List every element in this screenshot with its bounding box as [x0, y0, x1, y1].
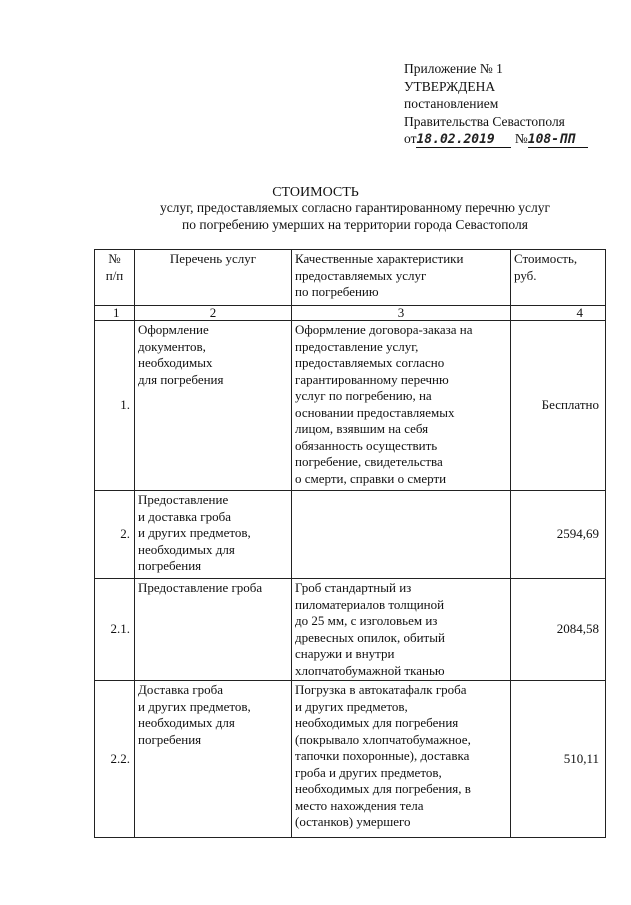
- header-service-label: Перечень услуг: [169, 251, 257, 266]
- subtitle-line: услуг, предоставляемых согласно гарантированному перечню услуг: [159, 200, 551, 215]
- quality-line: (останков) умершего: [295, 814, 411, 829]
- quality-line: обязанность осуществить: [295, 437, 438, 453]
- date-prefix: от: [404, 131, 417, 146]
- quality-line: необходимых для погребения, в: [295, 781, 471, 796]
- decree-date: 18.02.2019: [416, 133, 511, 148]
- quality-line: предоставление услуг,: [295, 338, 419, 354]
- service-line: и доставка гроба: [138, 508, 232, 524]
- quality-cell: [292, 681, 511, 838]
- quality-cell: [292, 491, 511, 579]
- service-line: погребения: [138, 731, 202, 747]
- quality-line: необходимых для погребения: [295, 715, 459, 730]
- header-price: [511, 250, 606, 306]
- table-row: [95, 681, 606, 838]
- quality-line: Гроб стандартный из: [295, 580, 412, 595]
- header-num-line: п/п: [105, 267, 124, 283]
- quality-cell: [292, 321, 511, 491]
- price-cell: Бесплатно: [511, 321, 606, 491]
- header-num-line: №: [108, 251, 121, 266]
- quality-line: и других предметов,: [295, 698, 408, 714]
- approval-block: [404, 60, 619, 148]
- header-quality-line: по погребению: [295, 284, 379, 299]
- service-line: и других предметов,: [138, 698, 251, 714]
- row-number: 2.1.: [95, 579, 135, 681]
- row-number: 1.: [95, 321, 135, 491]
- column-number: 4: [511, 306, 606, 321]
- quality-line: услуг по погребению, на: [295, 388, 432, 403]
- column-number: 2: [135, 306, 292, 321]
- quality-line: предоставляемых согласно: [295, 355, 445, 370]
- quality-line: место нахождения тела: [295, 797, 424, 813]
- service-line: погребения: [138, 558, 202, 573]
- column-number: 1: [95, 306, 135, 321]
- service-cell: [135, 321, 292, 491]
- quality-line: лицом, взявшим на себя: [295, 421, 429, 436]
- document-title: СТОИМОСТЬ: [272, 185, 359, 200]
- quality-line: погребение, свидетельства: [295, 454, 443, 469]
- decree-number: 108-ПП: [528, 133, 588, 148]
- quality-line: снаружи и внутри: [295, 646, 395, 661]
- header-price-line: Стоимость,: [514, 251, 578, 266]
- quality-line: древесных опилок, обитый: [295, 629, 445, 645]
- header-quality: [292, 250, 511, 306]
- service-cell: [135, 579, 292, 681]
- approved-label: УТВЕРЖДЕНА: [404, 78, 496, 94]
- service-line: Предоставление гроба: [138, 580, 263, 595]
- price-cell: 2594,69: [511, 491, 606, 579]
- table-row: [95, 491, 606, 579]
- subtitle-line: по погребению умерших на территории города Севастополя: [182, 217, 528, 232]
- service-line: необходимых для: [138, 715, 235, 730]
- document-subtitle: [120, 199, 590, 233]
- service-cell: [135, 681, 292, 838]
- quality-line: хлопчатобумажной тканью: [295, 662, 445, 678]
- number-prefix: №: [514, 131, 528, 146]
- quality-cell: [292, 579, 511, 681]
- government-label: Правительства Севастополя: [404, 113, 565, 129]
- quality-line: основании предоставляемых: [295, 404, 455, 420]
- service-line: необходимых: [138, 355, 213, 370]
- price-cell: 510,11: [511, 681, 606, 838]
- header-num: [95, 250, 135, 306]
- column-number-row: [95, 306, 606, 321]
- quality-line: до 25 мм, с изголовьем из: [295, 613, 438, 628]
- service-line: для погребения: [138, 371, 224, 387]
- quality-line: пиломатериалов толщиной: [295, 596, 445, 612]
- service-cell: [135, 491, 292, 579]
- quality-line: о смерти, справки о смерти: [295, 470, 447, 486]
- price-table: [94, 249, 606, 838]
- quality-line: гроба и других предметов,: [295, 764, 442, 780]
- table-body: [95, 321, 606, 838]
- price-cell: 2084,58: [511, 579, 606, 681]
- quality-line: Погрузка в автокатафалк гроба: [295, 682, 467, 697]
- appendix-label: Приложение № 1: [404, 61, 503, 76]
- row-number: 2.: [95, 491, 135, 579]
- header-row: [95, 250, 606, 306]
- header-quality-line: предоставляемых услуг: [295, 267, 427, 283]
- quality-line: гарантированному перечню: [295, 371, 449, 387]
- row-number: 2.2.: [95, 681, 135, 838]
- header-service: [135, 250, 292, 306]
- header-price-line: руб.: [514, 267, 537, 283]
- table-row: [95, 579, 606, 681]
- header-quality-line: Качественные характеристики: [295, 251, 464, 266]
- decree-date-line: [404, 130, 619, 148]
- quality-line: (покрывало хлопчатобумажное,: [295, 731, 471, 747]
- service-line: и других предметов,: [138, 525, 251, 540]
- decree-label: постановлением: [404, 96, 499, 111]
- service-line: документов,: [138, 338, 206, 354]
- column-number: 3: [292, 306, 511, 321]
- table-row: [95, 321, 606, 491]
- service-line: Доставка гроба: [138, 682, 224, 697]
- quality-line: тапочки похоронные), доставка: [295, 748, 470, 763]
- service-line: необходимых для: [138, 541, 235, 557]
- service-line: Оформление: [138, 322, 209, 337]
- service-line: Предоставление: [138, 492, 229, 507]
- quality-line: Оформление договора-заказа на: [295, 322, 473, 337]
